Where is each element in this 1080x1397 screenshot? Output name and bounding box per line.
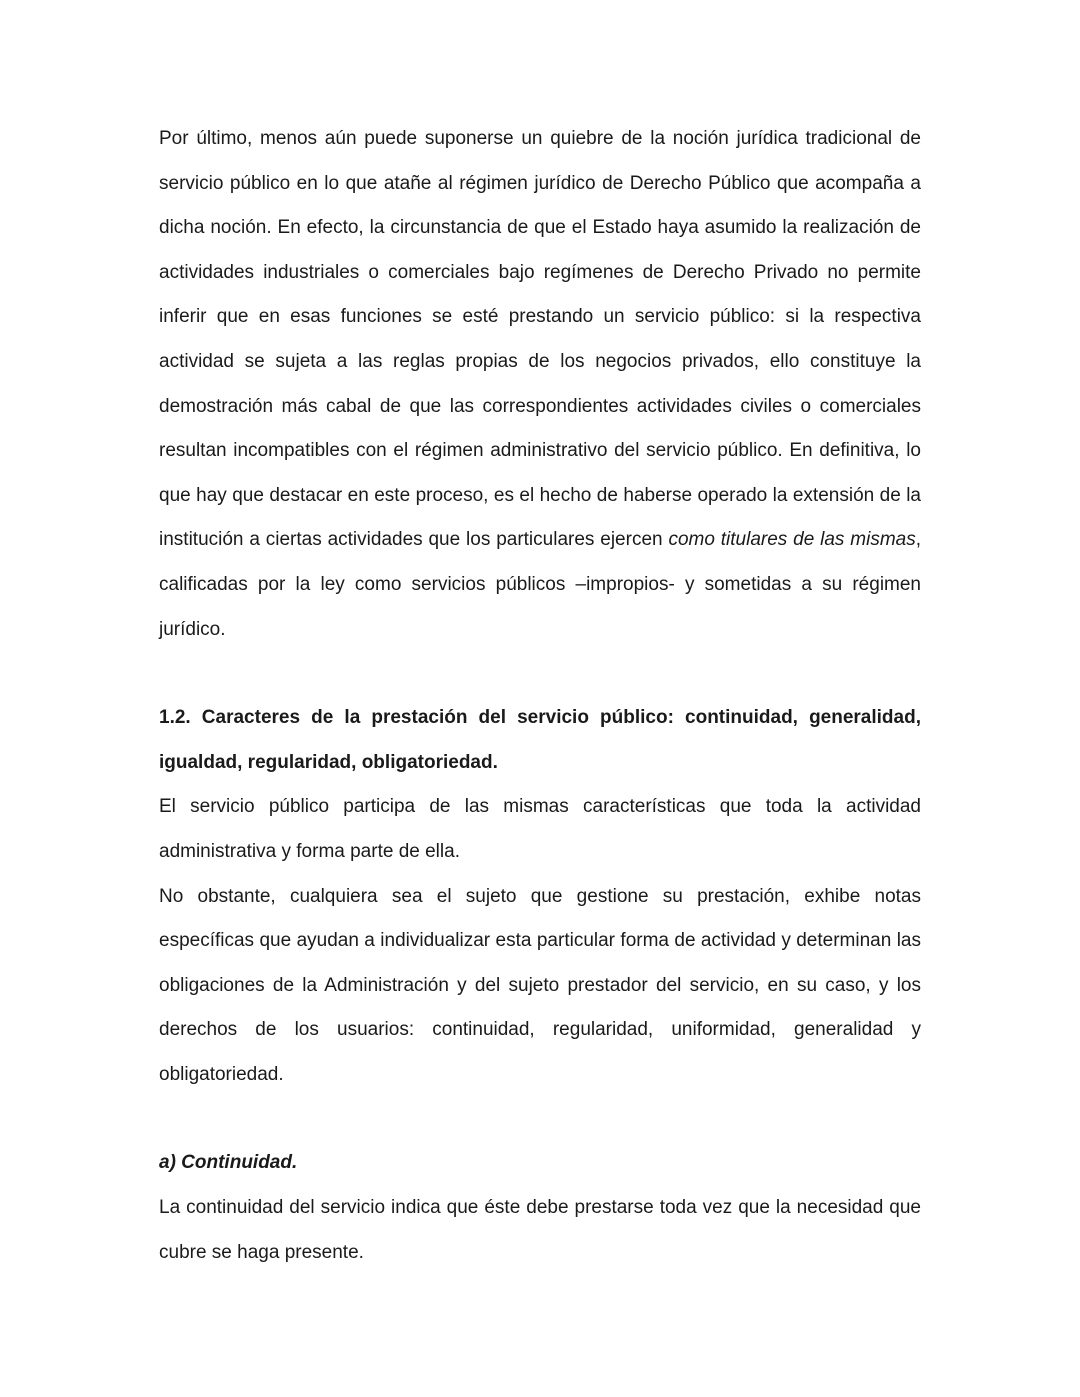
section-1-2-paragraph-2: No obstante, cualquiera sea el sujeto que gestione su prestación, exhibe notas específicas que ayudan a individualizar esta particular forma de actividad y determinan las obligaciones de la Administración y del sujeto prestador del servicio, en su caso, y los derechos de los usuarios: continuidad, regularidad, uniformidad, generalidad y obligatoriedad. — [159, 885, 921, 1085]
section-continuidad-paragraph: La continuidad del servicio indica que éste debe prestarse toda vez que la necesidad que cubre se haga presente. — [159, 1197, 921, 1263]
section-heading-continuidad: a) Continuidad. — [159, 1152, 298, 1174]
section-1-2-paragraph-1: El servicio público participa de las mismas características que toda la actividad administrativa y forma parte de ella. — [159, 796, 921, 862]
paragraph-intro-text-end: , calificadas por la ley como servicios públicos –impropios- y sometidas a su régimen jurídico. — [159, 529, 921, 640]
paragraph-intro-italic: como titulares de las mismas — [668, 529, 916, 551]
paragraph-intro-text: Por último, menos aún puede suponerse un quiebre de la noción jurídica tradicional de servicio público en lo que atañe al régimen jurídico de Derecho Público que acompaña a dicha noción. En efecto, la circunstancia de que el Estado haya asumido la realización de actividades industriales o comerciales bajo regímenes de Derecho Privado no permite inferir que en esas funciones se esté prestando un servicio público: si la respectiva actividad se sujeta a las reglas propias de los negocios privados, ello constituye la demostración más cabal de que las correspondientes actividades civiles o comerciales resultan incompatibles con el régimen administrativo del servicio público. En definitiva, lo que hay que destacar en este proceso, es el hecho de haberse operado la extensión de la institución a ciertas actividades que los particulares ejercen — [159, 128, 921, 551]
document-body — [159, 117, 921, 1275]
paragraph-intro — [159, 117, 921, 652]
section-heading-1-2: 1.2. Caracteres de la prestación del servicio público: continuidad, generalidad, igualdad, regularidad, obligatoriedad. — [159, 707, 921, 773]
